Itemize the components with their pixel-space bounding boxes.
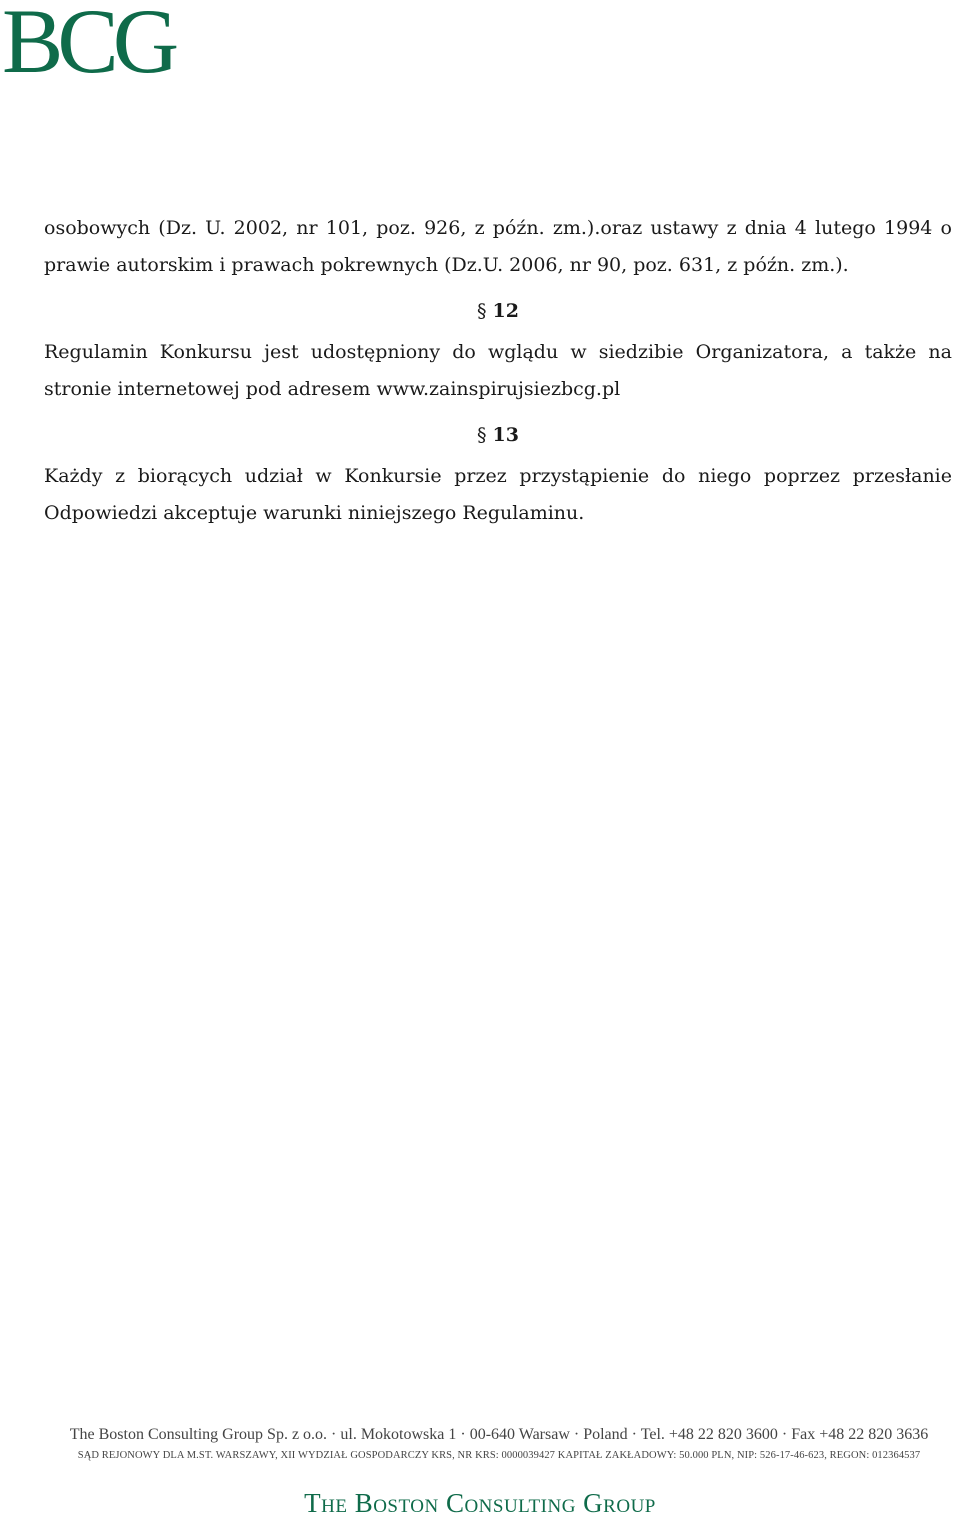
footer-address: The Boston Consulting Group Sp. z o.o. · ul. Mokotowska 1 · 00-640 Warsaw · Poland · Tel. +48 22 820 3600 · Fax +48 22 820 3636 <box>69 1426 929 1443</box>
bcg-logo <box>2 0 182 80</box>
section-13-text: Każdy z biorących udział w Konkursie przez przystąpienie do niego poprzez przesłanie Odpowiedzi akceptuje warunki niniejszego Regulaminu. <box>44 465 952 524</box>
section-heading-12 <box>44 296 952 326</box>
section-number: 12 <box>492 300 519 322</box>
footer-wordmark: The Boston Consulting Group <box>304 1488 656 1518</box>
intro-line-2: prawie autorskim i prawach pokrewnych (Dz.U. 2006, nr 90, poz. 631, z późn. zm.). <box>44 254 849 276</box>
bcg-logo-text: BCG <box>2 0 174 80</box>
section-symbol: § <box>477 424 487 446</box>
bcg-logo-graphic <box>2 0 182 80</box>
footer-registry: SĄD REJONOWY DLA M.ST. WARSZAWY, XII WYDZIAŁ GOSPODARCZY KRS, NR KRS: 0000039427 KAPITAŁ ZAKŁADOWY: 50.000 PLN, NIP: 526-17-46-623, REGON: 012364537 <box>77 1450 921 1461</box>
document-body <box>44 210 952 532</box>
section-12-text: Regulamin Konkursu jest udostępniony do wglądu w siedzibie Organizatora, a także na stronie internetowej pod adresem www.zainspirujsiezbcg.pl <box>44 341 952 400</box>
intro-paragraph <box>44 210 952 284</box>
section-number: 13 <box>492 424 519 446</box>
intro-line-1: osobowych (Dz. U. 2002, nr 101, poz. 926, z późn. zm.).oraz ustawy z dnia 4 lutego 1994 o <box>44 217 952 239</box>
section-heading-13 <box>44 420 952 450</box>
section-symbol: § <box>477 300 487 322</box>
